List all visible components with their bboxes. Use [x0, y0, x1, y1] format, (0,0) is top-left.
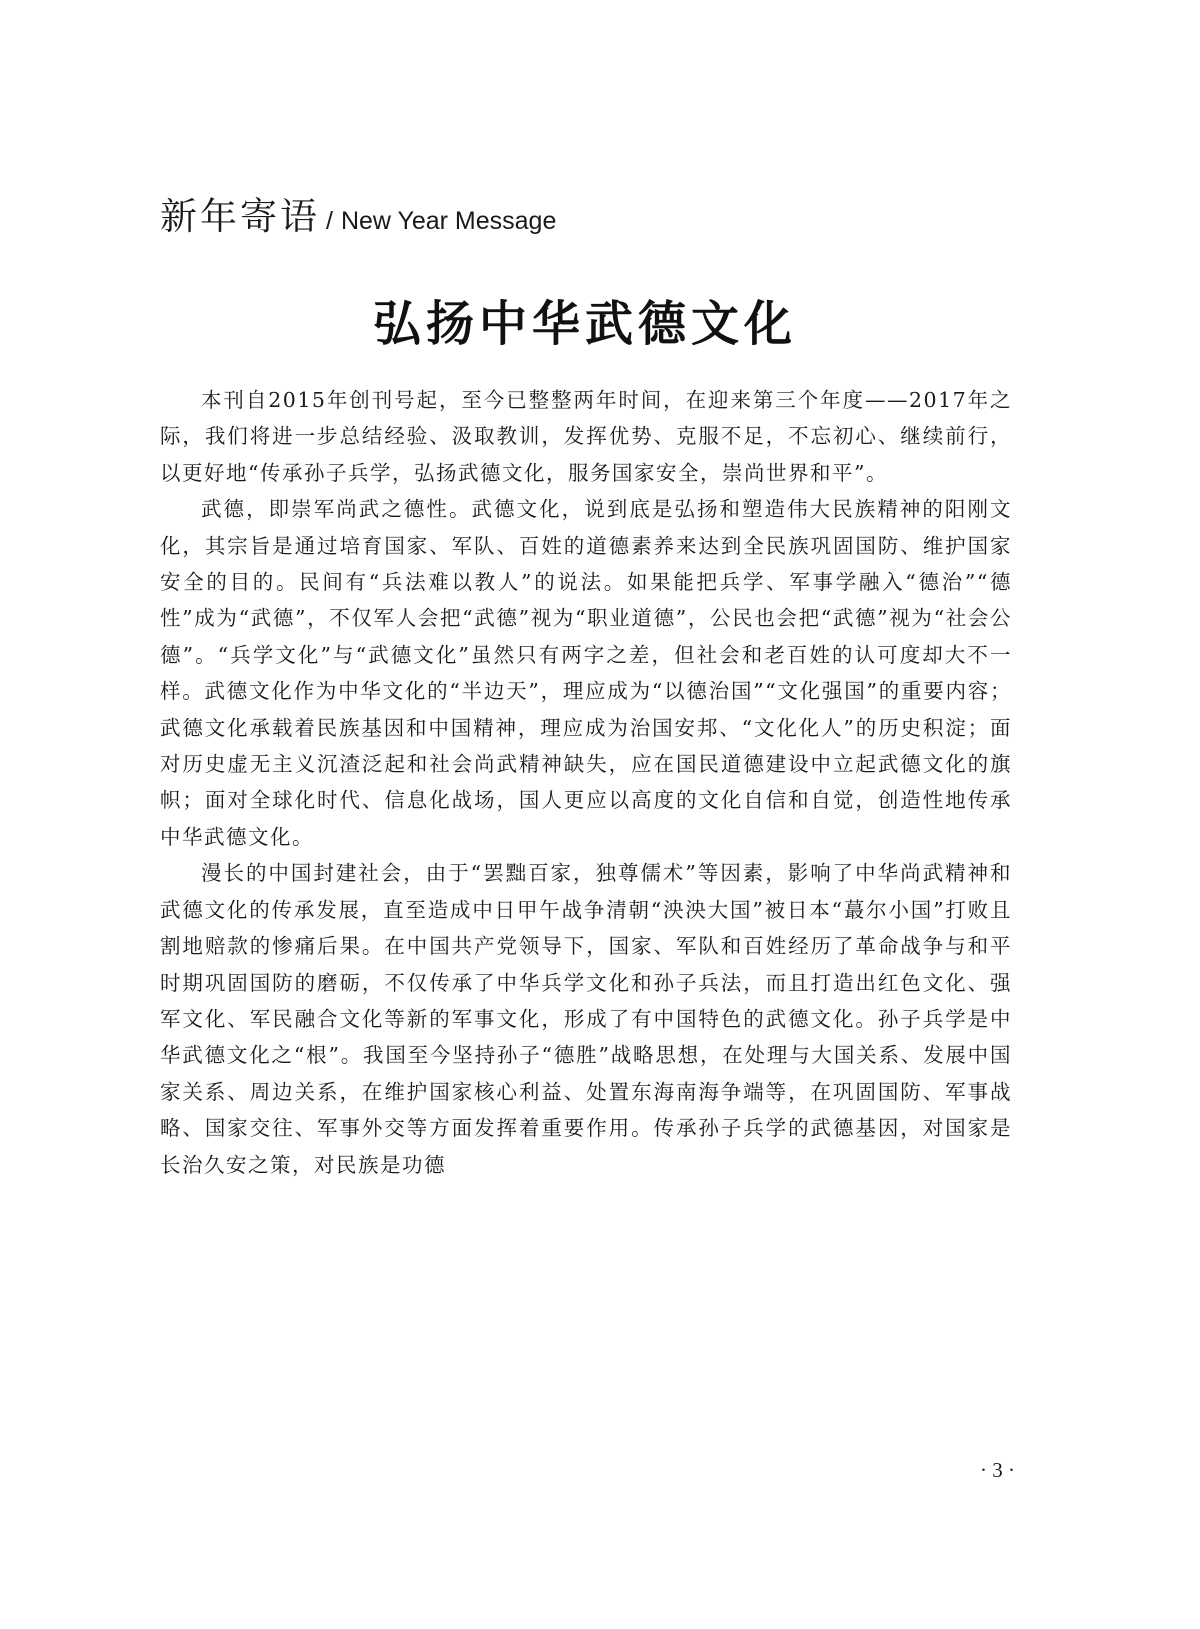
section-header [160, 186, 556, 240]
paragraph: 漫长的中国封建社会，由于“罢黜百家，独尊儒术”等因素，影响了中华尚武精神和武德文化的传承发展，直至造成中日甲午战争清朝“泱泱大国”被日本“蕞尔小国”打败且割地赔款的惨痛后果。在中国共产党领导下，国家、军队和百姓经历了革命战争与和平时期巩固国防的磨砺，不仅传承了中华兵学文化和孙子兵法，而且打造出红色文化、强军文化、军民融合文化等新的军事文化，形成了有中国特色的武德文化。孙子兵学是中华武德文化之“根”。我国至今坚持孙子“德胜”战略思想，在处理与大国关系、发展中国家关系、周边关系，在维护国家核心利益、处置东海南海争端等，在巩固国防、军事战略、国家交往、军事外交等方面发挥着重要作用。传承孙子兵学的武德基因，对国家是长治久安之策，对民族是功德 [160, 861, 1012, 1177]
page-number: · 3 · [980, 1458, 1015, 1482]
section-separator: / [326, 207, 333, 235]
article-body [160, 382, 1012, 1183]
section-title-english: New Year Message [340, 207, 557, 235]
section-title-chinese: 新年寄语 [160, 195, 320, 238]
article-title: 弘扬中华武德文化 [372, 296, 797, 352]
paragraph: 本刊自2015年创刊号起，至今已整整两年时间，在迎来第三个年度——2017年之际，我们将进一步总结经验、汲取教训，发挥优势、克服不足，不忘初心、继续前行，以更好地“传承孙子兵学，弘扬武德文化，服务国家安全，崇尚世界和平”。 [160, 388, 1012, 485]
paragraph: 武德，即崇军尚武之德性。武德文化，说到底是弘扬和塑造伟大民族精神的阳刚文化，其宗旨是通过培育国家、军队、百姓的道德素养来达到全民族巩固国防、维护国家安全的目的。民间有“兵法难以教人”的说法。如果能把兵学、军事学融入“德治”“德性”成为“武德”，不仅军人会把“武德”视为“职业道德”，公民也会把“武德”视为“社会公德”。“兵学文化”与“武德文化”虽然只有两字之差，但社会和老百姓的认可度却大不一样。武德文化作为中华文化的“半边天”，理应成为“以德治国”“文化强国”的重要内容；武德文化承载着民族基因和中国精神，理应成为治国安邦、“文化化人”的历史积淀；面对历史虚无主义沉渣泛起和社会尚武精神缺失，应在国民道德建设中立起武德文化的旗帜；面对全球化时代、信息化战场，国人更应以高度的文化自信和自觉，创造性地传承中华武德文化。 [160, 497, 1012, 849]
